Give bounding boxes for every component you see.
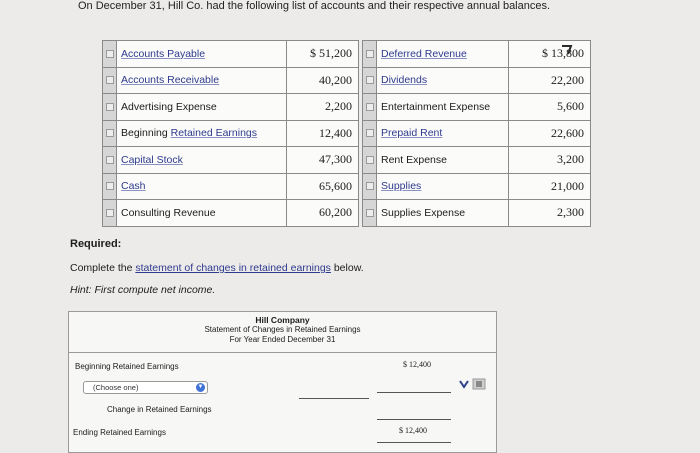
account-row xyxy=(103,41,359,68)
account-name-text: Beginning xyxy=(121,127,171,140)
account-row xyxy=(363,41,591,68)
account-value: 40,200 xyxy=(287,67,359,94)
account-value: 3,200 xyxy=(509,147,591,174)
account-link[interactable]: Accounts Payable xyxy=(121,47,206,60)
row-checkbox[interactable] xyxy=(103,94,117,121)
amount-input-line[interactable] xyxy=(299,398,369,399)
checkbox-icon xyxy=(366,156,374,164)
account-row xyxy=(103,147,359,174)
required-heading: Required: xyxy=(70,238,122,250)
account-row xyxy=(363,200,591,227)
account-value: 12,400 xyxy=(287,120,359,147)
account-row xyxy=(363,120,591,147)
row-checkbox[interactable] xyxy=(103,173,117,200)
account-row xyxy=(103,200,359,227)
instruction-text xyxy=(70,262,364,274)
account-value: 22,600 xyxy=(509,120,591,147)
account-name: Supplies Expense xyxy=(377,200,509,227)
hint-label: Hint: xyxy=(70,284,92,296)
instruction-link[interactable]: statement of changes in retained earnings xyxy=(135,262,331,274)
account-name: Rent Expense xyxy=(377,147,509,174)
row-checkbox[interactable] xyxy=(363,41,377,68)
corner-arrow-icon xyxy=(560,43,574,55)
scroll-widget-icon[interactable] xyxy=(459,378,489,390)
account-row xyxy=(363,173,591,200)
change-re-label: Change in Retained Earnings xyxy=(107,405,212,414)
beginning-re-value: $ 12,400 xyxy=(403,360,431,369)
account-row xyxy=(103,94,359,121)
checkbox-icon xyxy=(106,209,114,217)
account-link[interactable]: Capital Stock xyxy=(121,153,183,166)
account-value: 5,600 xyxy=(509,94,591,121)
change-underline xyxy=(377,419,451,420)
checkbox-icon xyxy=(366,129,374,137)
account-value: 47,300 xyxy=(287,147,359,174)
instruction-prefix: Complete the xyxy=(70,262,136,274)
account-name[interactable] xyxy=(377,173,509,200)
select-value: (Choose one) xyxy=(93,383,139,392)
choose-one-select[interactable] xyxy=(83,381,208,394)
beginning-re-label: Beginning Retained Earnings xyxy=(75,362,179,371)
checkbox-icon xyxy=(366,209,374,217)
account-value: $ 13,800 xyxy=(509,41,591,68)
account-row xyxy=(363,67,591,94)
checkbox-icon xyxy=(366,50,374,58)
company-name: Hill Company xyxy=(255,315,310,325)
row-checkbox[interactable] xyxy=(363,67,377,94)
account-name[interactable] xyxy=(117,67,287,94)
account-value: 65,600 xyxy=(287,173,359,200)
account-name[interactable] xyxy=(377,41,509,68)
ending-re-label: Ending Retained Earnings xyxy=(73,428,166,437)
checkbox-icon xyxy=(106,182,114,190)
total-input-line[interactable] xyxy=(377,392,451,393)
account-name: Consulting Revenue xyxy=(117,200,287,227)
checkbox-icon xyxy=(106,129,114,137)
account-name[interactable] xyxy=(117,147,287,174)
account-link[interactable]: Cash xyxy=(121,180,146,193)
row-checkbox[interactable] xyxy=(363,147,377,174)
account-name[interactable] xyxy=(117,41,287,68)
account-value: 2,200 xyxy=(287,94,359,121)
checkbox-icon xyxy=(366,103,374,111)
account-name: Advertising Expense xyxy=(117,94,287,121)
accounts-table-left xyxy=(102,40,359,227)
account-name xyxy=(117,120,287,147)
account-value: 60,200 xyxy=(287,200,359,227)
checkbox-icon xyxy=(366,76,374,84)
row-checkbox[interactable] xyxy=(103,147,117,174)
retained-earnings-statement xyxy=(68,311,497,453)
account-link[interactable]: Deferred Revenue xyxy=(381,47,467,60)
row-checkbox[interactable] xyxy=(103,67,117,94)
statement-header xyxy=(69,312,496,353)
row-checkbox[interactable] xyxy=(103,120,117,147)
checkbox-icon xyxy=(106,50,114,58)
chevron-down-icon: ▼ xyxy=(197,384,204,390)
hint-text xyxy=(70,284,215,296)
row-checkbox[interactable] xyxy=(363,173,377,200)
row-checkbox[interactable] xyxy=(363,200,377,227)
account-value: 21,000 xyxy=(509,173,591,200)
hint-body: First compute net income. xyxy=(91,284,216,296)
ending-re-value: $ 12,400 xyxy=(399,426,427,435)
account-value: 22,200 xyxy=(509,67,591,94)
account-link[interactable]: Dividends xyxy=(381,74,428,87)
account-row xyxy=(363,94,591,121)
account-link[interactable]: Supplies xyxy=(381,180,422,193)
account-link[interactable]: Accounts Receivable xyxy=(121,74,220,87)
statement-title: Statement of Changes in Retained Earnings xyxy=(204,325,361,334)
checkbox-icon xyxy=(106,103,114,111)
row-checkbox[interactable] xyxy=(103,41,117,68)
ending-underline xyxy=(377,442,451,443)
account-name[interactable] xyxy=(117,173,287,200)
account-row xyxy=(103,173,359,200)
checkbox-icon xyxy=(366,182,374,190)
account-name[interactable] xyxy=(377,120,509,147)
account-row xyxy=(103,67,359,94)
instruction-suffix: below. xyxy=(330,262,364,274)
row-checkbox[interactable] xyxy=(103,200,117,227)
checkbox-icon xyxy=(106,76,114,84)
account-link[interactable]: Prepaid Rent xyxy=(381,127,443,140)
account-value: 2,300 xyxy=(509,200,591,227)
account-link[interactable]: Retained Earnings xyxy=(170,127,258,140)
row-checkbox[interactable] xyxy=(363,120,377,147)
statement-period: For Year Ended December 31 xyxy=(229,335,336,344)
checkbox-icon xyxy=(106,156,114,164)
account-name[interactable] xyxy=(377,67,509,94)
accounts-table-right xyxy=(362,40,591,227)
account-row xyxy=(363,147,591,174)
account-value: $ 51,200 xyxy=(287,41,359,68)
account-row xyxy=(103,120,359,147)
row-checkbox[interactable] xyxy=(363,94,377,121)
account-name: Entertainment Expense xyxy=(377,94,509,121)
problem-intro: On December 31, Hill Co. had the following list of accounts and their respective annual balances. xyxy=(78,0,551,12)
